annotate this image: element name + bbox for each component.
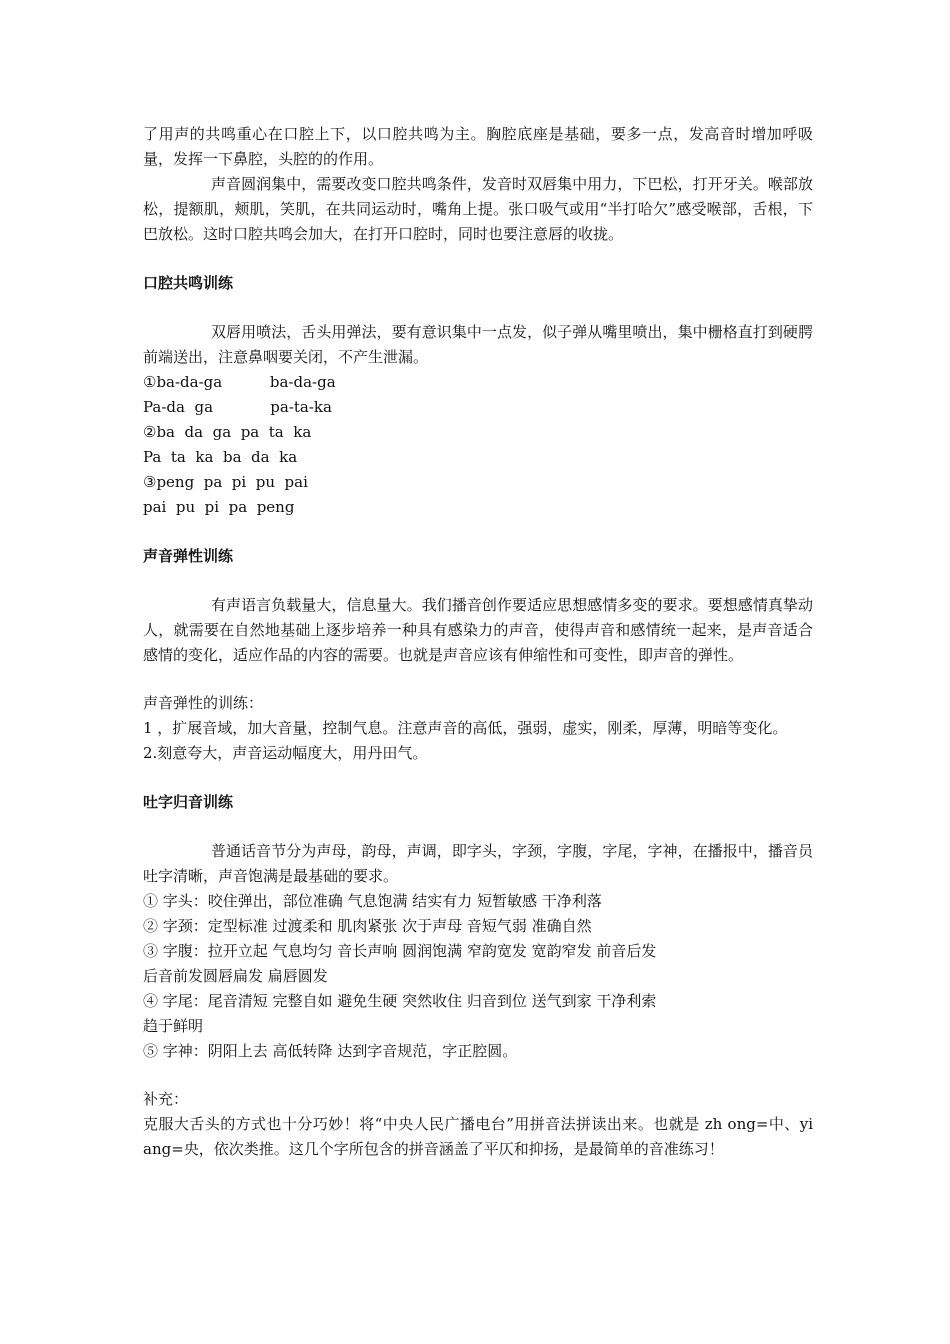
articulation-item: ⑤ 字神：阴阳上去 高低转降 达到字音规范，字正腔圆。 [143, 1042, 518, 1060]
spacer [143, 815, 813, 839]
articulation-item: ③ 字腹：拉开立起 气息均匀 音长声响 圆润饱满 窄韵宽发 宽韵窄发 前音后发 [143, 942, 657, 960]
spacer [143, 569, 813, 593]
practice-line: ②ba da ga pa ta ka [143, 423, 312, 441]
intro-paragraph-1: 了用声的共鸣重心在口腔上下，以口腔共鸣为主。胸腔底座是基础，要多一点，发高音时增加呼吸量，发挥一下鼻腔，头腔的的作用。 [143, 125, 813, 168]
practice-line: ①ba-da-ga ba-da-ga [143, 373, 336, 391]
document-page [143, 122, 813, 1162]
practice-line: pai pu pi pa peng [143, 498, 295, 516]
articulation-paragraph: 普通话音节分为声母，韵母，声调，即字头，字颈，字腹，字尾，字神，在播报中，播音员吐字清晰，声音饱满是最基础的要求。 [143, 842, 813, 885]
section-heading-articulation: 吐字归音训练 [143, 793, 234, 811]
intro-paragraph-2: 声音圆润集中，需要改变口腔共鸣条件，发音时双唇集中用力，下巴松，打开牙关。喉部放松，提额肌，颊肌，笑肌，在共同运动时，嘴角上提。张口吸气或用“半打哈欠”感受喉部，舌根，下巴放松。这时口腔共鸣会加大，在打开口腔时，同时也要注意唇的收拢。 [143, 175, 813, 243]
spacer [143, 668, 813, 691]
elasticity-item: 2.刻意夸大，声音运动幅度大，用丹田气。 [143, 744, 428, 762]
section-heading-voice-elasticity: 声音弹性训练 [143, 547, 234, 565]
practice-line: ③peng pa pi pu pai [143, 473, 308, 491]
articulation-item: 后音前发圆唇扁发 扁唇圆发 [143, 967, 328, 985]
spacer [143, 520, 813, 544]
spacer [143, 247, 813, 271]
practice-line: Pa-da ga pa-ta-ka [143, 398, 332, 416]
articulation-item: ① 字头：咬住弹出，部位准确 气息饱满 结实有力 短暂敏感 干净利落 [143, 892, 602, 910]
section-heading-oral-resonance: 口腔共鸣训练 [143, 274, 234, 292]
voice-elasticity-paragraph: 有声语言负载量大，信息量大。我们播音创作要适应思想感情多变的要求。要想感情真挚动人，就需要在自然地基础上逐步培养一种具有感染力的声音，使得声音和感情统一起来，是声音适合感情的变化，适应作品的内容的需要。也就是声音应该有伸缩性和可变性，即声音的弹性。 [143, 596, 813, 664]
spacer [143, 766, 813, 790]
articulation-item: ② 字颈：定型标准 过渡柔和 肌肉紧张 次于声母 音短气弱 准确自然 [143, 917, 592, 935]
elasticity-training-title: 声音弹性的训练： [143, 694, 264, 712]
articulation-item: ④ 字尾：尾音清短 完整自如 避免生硬 突然收住 归音到位 送气到家 干净利索 [143, 992, 657, 1010]
spacer [143, 1064, 813, 1087]
oral-resonance-paragraph: 双唇用喷法，舌头用弹法，要有意识集中一点发，似子弹从嘴里喷出，集中栅格直打到硬腭前端送出，注意鼻咽要关闭，不产生泄漏。 [143, 323, 813, 366]
practice-line: Pa ta ka ba da ka [143, 448, 298, 466]
supplement-paragraph: 克服大舌头的方式也十分巧妙！将“中央人民广播电台”用拼音法拼读出来。也就是 zh ong=中、yi ang=央，依次类推。这几个字所包含的拼音涵盖了平仄和抑扬，是最简单的音准练习！ [143, 1115, 813, 1158]
elasticity-item: 1 ，扩展音域，加大音量，控制气息。注意声音的高低，强弱，虚实，刚柔，厚薄，明暗等变化。 [143, 719, 788, 737]
spacer [143, 296, 813, 320]
supplement-title: 补充： [143, 1090, 189, 1108]
articulation-item: 趋于鲜明 [143, 1017, 204, 1035]
